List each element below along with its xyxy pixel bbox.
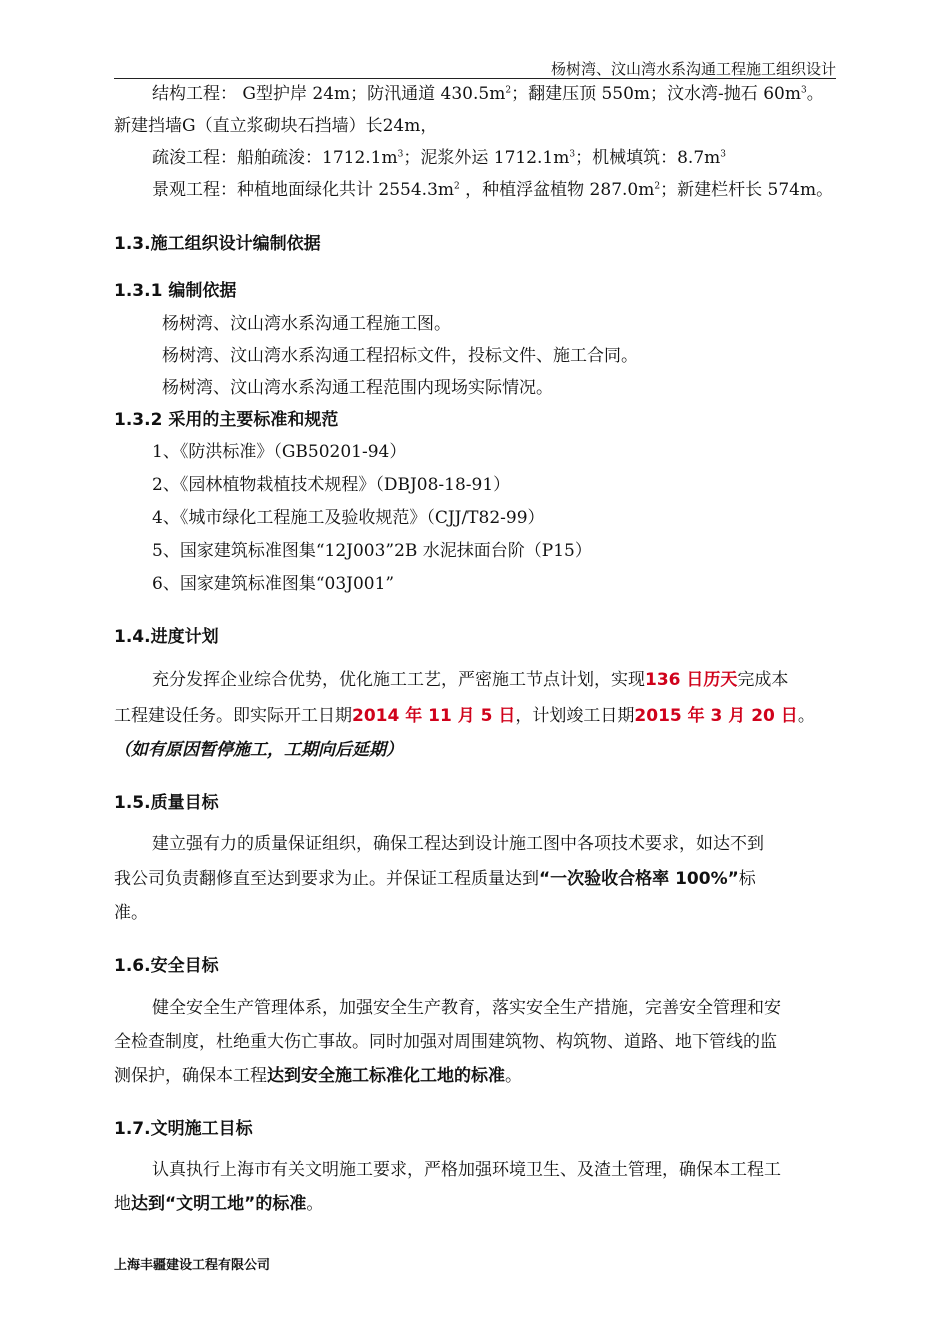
header-divider [114, 78, 836, 79]
basis-item: 杨树湾、汶山湾水系沟通工程施工图。 [162, 314, 451, 334]
scope-structure-wrap: 新建挡墙G（直立浆砌块石挡墙）长24m， [114, 116, 438, 136]
page-header: 杨树湾、汶山湾水系沟通工程施工组织设计 [550, 60, 836, 78]
section-title-1-6: 1.6.安全目标 [114, 956, 219, 976]
safety-paragraph-line: 健全安全生产管理体系，加强安全生产教育，落实安全生产措施，完善安全管理和安 [152, 998, 781, 1018]
quality-paragraph-line: 我公司负责翻修直至达到要求为止。并保证工程质量达到“一次验收合格率 100%”标 [114, 869, 756, 889]
standard-item: 1、《防洪标准》（GB50201-94） [152, 442, 407, 462]
basis-item: 杨树湾、汶山湾水系沟通工程招标文件，投标文件、施工合同。 [162, 346, 638, 366]
subsection-title-1-3-1: 1.3.1 编制依据 [114, 281, 237, 301]
standard-item: 6、国家建筑标准图集“03J001” [152, 574, 395, 594]
standard-item: 2、《园林植物栽植技术规程》（DBJ08-18-91） [152, 475, 511, 495]
scope-structure: 结构工程： G型护岸 24m；防汛通道 $430.5m^2$；翻建压顶 550m；汶水湾-抛石 $60m^3$。 [152, 84, 824, 104]
standard-item: 5、国家建筑标准图集“12J003”2B 水泥抹面台阶（P15） [152, 541, 592, 561]
schedule-paragraph-line: 工程建设任务。即实际开工日期2014 年 11 月 5 日，计划竣工日期2015 年 3 月 20 日。 [114, 706, 815, 726]
section-title-1-3: 1.3.施工组织设计编制依据 [114, 234, 321, 254]
subsection-title-1-3-2: 1.3.2 采用的主要标准和规范 [114, 410, 339, 430]
start-date: 2014 年 11 月 5 日 [352, 706, 516, 726]
scope-landscape: 景观工程：种植地面绿化共计 $2554.3m^2$ ，种植浮盆植物 $287.0m^2$；新建栏杆长 574m。 [152, 180, 834, 200]
civil-paragraph-line: 认真执行上海市有关文明施工要求，严格加强环境卫生、及渣土管理，确保本工程工 [152, 1160, 781, 1180]
section-title-1-7: 1.7.文明施工目标 [114, 1119, 253, 1139]
page-footer: 上海丰疆建设工程有限公司 [114, 1258, 271, 1273]
schedule-days: 136 日历天 [645, 670, 738, 690]
safety-paragraph-line: 测保护，确保本工程达到安全施工标准化工地的标准。 [114, 1066, 522, 1086]
scope-dredge: 疏浚工程：船舶疏浚：$1712.1m^3$；泥浆外运 $1712.1m^3$；机械填筑：$8.7m^3$ [152, 148, 726, 168]
civil-paragraph-line: 地达到“文明工地”的标准。 [114, 1194, 324, 1214]
schedule-note: （如有原因暂停施工，工期向后延期） [114, 740, 403, 760]
section-title-1-4: 1.4.进度计划 [114, 627, 219, 647]
quality-paragraph-line: 准。 [114, 903, 148, 923]
schedule-paragraph-line: 充分发挥企业综合优势，优化施工工艺，严密施工节点计划，实现136 日历天完成本 [152, 670, 789, 690]
section-title-1-5: 1.5.质量目标 [114, 793, 219, 813]
standard-item: 4、《城市绿化工程施工及验收规范》（CJJ/T82-99） [152, 508, 545, 528]
safety-paragraph-line: 全检查制度，杜绝重大伤亡事故。同时加强对周围建筑物、构筑物、道路、地下管线的监 [114, 1032, 777, 1052]
completion-date: 2015 年 3 月 20 日 [634, 706, 798, 726]
basis-item: 杨树湾、汶山湾水系沟通工程范围内现场实际情况。 [162, 378, 553, 398]
quality-paragraph-line: 建立强有力的质量保证组织，确保工程达到设计施工图中各项技术要求，如达不到 [152, 834, 764, 854]
